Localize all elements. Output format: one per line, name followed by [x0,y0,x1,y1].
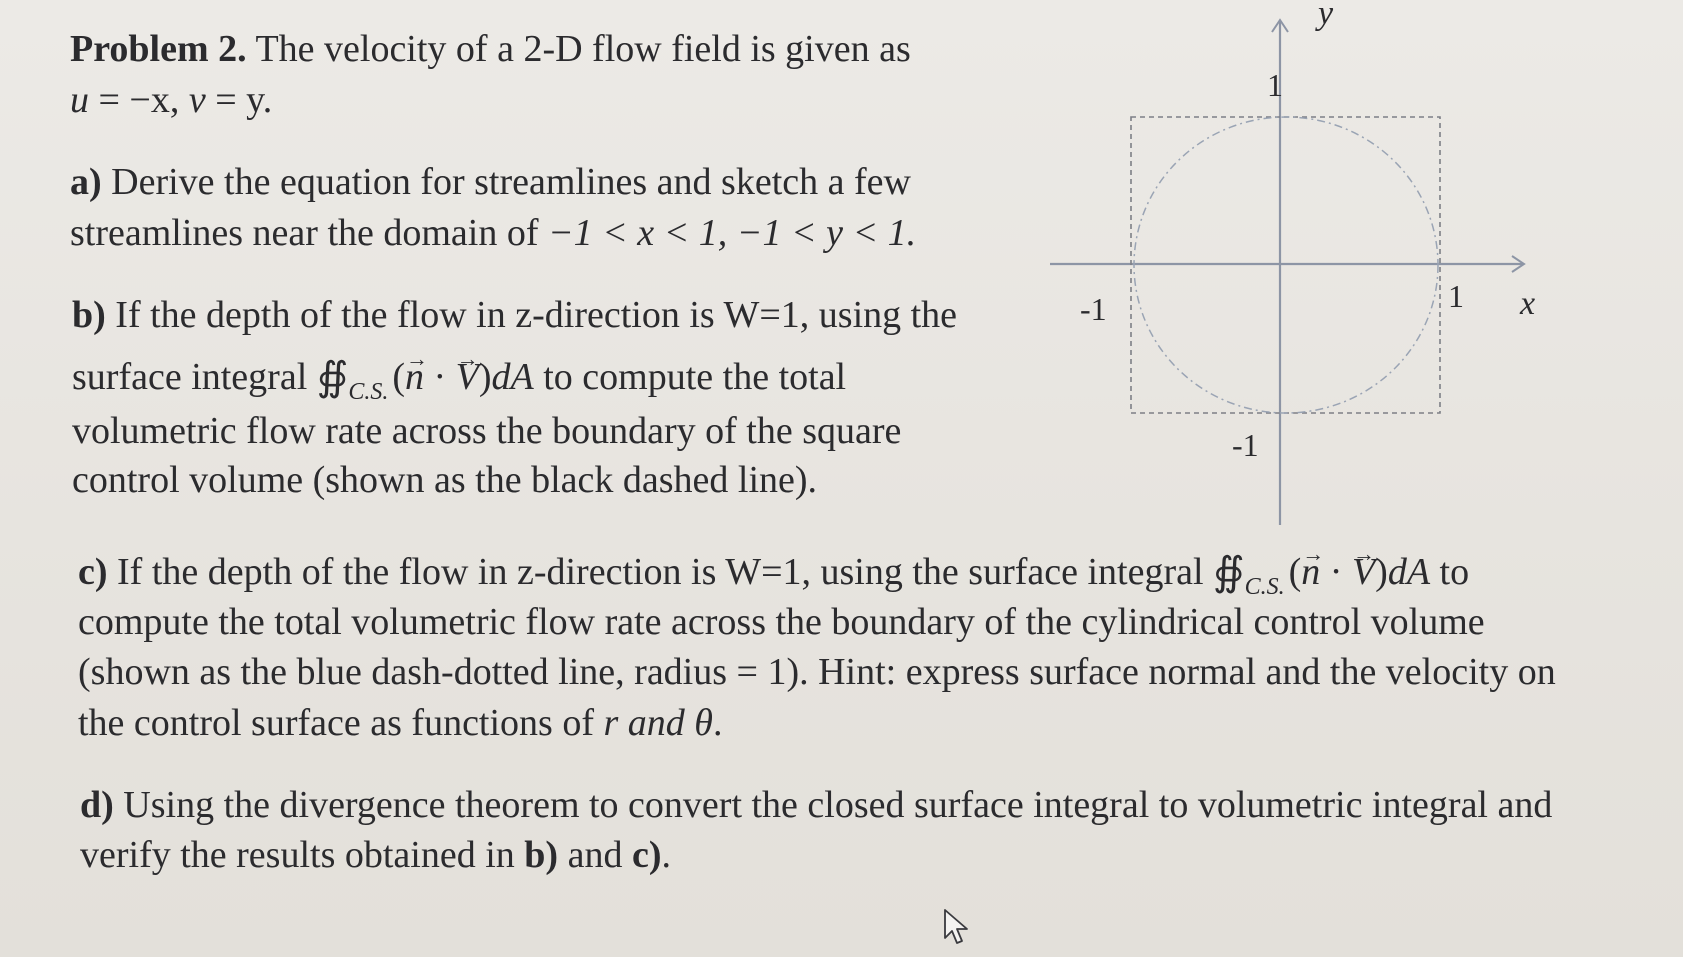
paren-open: ( [392,356,405,398]
problem-label: Problem 2. [70,28,247,70]
part-b-text-2: surface integral [72,356,317,398]
part-c-text-1: If the depth of the flow in z-direction is W=1, using the surface integral [117,551,1214,593]
normal-vector-c: n → [1301,547,1320,598]
dot-operator: · [424,356,456,398]
polar-variables: r and θ [603,702,713,744]
part-a-line-2 [70,208,916,259]
x-axis-label: x [1520,285,1536,322]
mouse-pointer-icon [943,908,971,946]
part-c-text-4: the control surface as functions of [78,702,604,744]
surface-integral-symbol: ∯ [316,354,349,399]
part-c-text-3: (shown as the blue dash-dotted line, radius = 1). Hint: express surface normal and the velocity on [78,651,1556,693]
velocity-vector-c: V → [1352,547,1375,598]
part-b-line-1 [72,290,957,341]
problem-intro: The velocity of a 2-D flow field is given as [255,28,911,70]
problem-statement [70,24,911,75]
area-element-c: dA [1387,551,1431,593]
part-c-text-4-suffix: . [712,702,723,744]
part-c-text-1-suffix: to [1430,551,1470,593]
normal-vector: n → [405,352,424,403]
paren-open-c: ( [1288,551,1302,593]
u-expression: = −x, [89,79,189,121]
domain-expression: −1 < x < 1, −1 < y < 1. [548,212,917,254]
part-b-text-4: control volume (shown as the black dashed line). [72,459,818,501]
x-tick-positive: 1 [1448,278,1464,314]
velocity-equation [70,75,272,126]
ref-part-c: c) [631,834,662,876]
v-variable: v [188,79,206,121]
part-c-label: c) [78,551,108,593]
part-b-text-3: volumetric flow rate across the boundary of the square [72,410,902,452]
part-b-text-2-suffix: to compute the total [533,356,847,398]
control-surface-subscript-c: C.S. [1244,574,1285,600]
part-c-text-2: compute the total volumetric flow rate across the boundary of the cylindrical control volume [78,601,1485,643]
dot-operator-c: · [1320,551,1352,593]
part-a-text-2: streamlines near the domain of [70,212,549,254]
part-a-label: a) [70,161,102,203]
part-b-line-4 [72,455,817,506]
part-c-line-4 [78,698,722,749]
part-c-line-2 [78,597,1485,648]
y-tick-positive: 1 [1267,67,1283,103]
u-variable: u [70,79,89,121]
part-d-line-1 [80,780,1552,831]
paren-close-c: ) [1375,551,1388,593]
control-volume-diagram [1050,0,1570,540]
part-c-line-3 [78,647,1556,698]
part-b-line-2 [72,350,846,408]
surface-integral-symbol-c: ∯ [1213,549,1245,594]
ref-part-b: b) [524,834,559,876]
velocity-vector: V → [456,352,479,403]
part-d-text-1: Using the divergence theorem to convert the closed surface integral to volumetric integral and [123,784,1553,826]
part-b-text-1: If the depth of the flow in z-direction is W=1, using the [115,294,958,336]
v-expression: = y. [205,79,273,121]
area-element: dA [491,356,534,398]
x-tick-negative: -1 [1080,291,1107,327]
part-d-text-2: verify the results obtained in [80,834,525,876]
y-tick-negative: -1 [1232,427,1259,463]
y-axis-label: y [1318,0,1334,32]
part-c-line-1 [78,545,1469,603]
part-d-and: and [558,834,632,876]
part-a-line-1 [70,157,911,208]
part-d-label: d) [80,784,114,826]
part-d-line-2 [80,830,671,881]
part-b-label: b) [72,294,106,336]
part-d-text-2-suffix: . [661,834,671,876]
part-a-text-1: Derive the equation for streamlines and sketch a few [111,161,911,203]
paren-close: ) [478,356,492,398]
control-surface-subscript: C.S. [348,379,389,405]
part-b-line-3 [72,406,901,457]
